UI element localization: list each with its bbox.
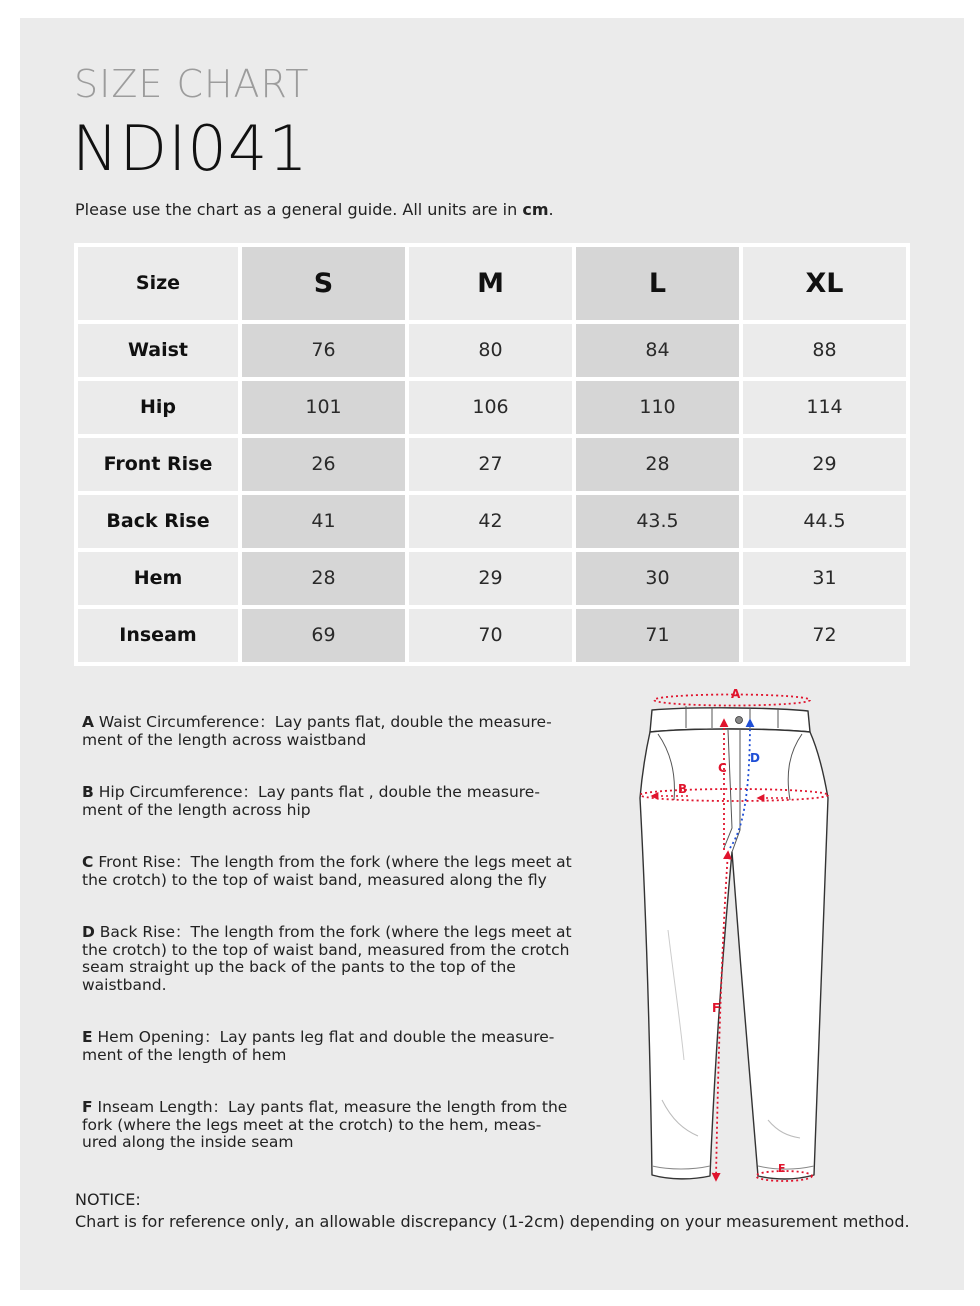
table-cell: 72 (741, 607, 908, 664)
pants-outline (640, 708, 828, 1179)
table-cell: 70 (407, 607, 574, 664)
label-d: D (750, 751, 760, 765)
definition-text: Waist Circumference：Lay pants flat, double the measure-ment of the length across waistband (82, 713, 552, 749)
button (736, 717, 743, 724)
table-cell: 30 (574, 550, 741, 607)
label-b: B (678, 782, 688, 796)
table-cell: 80 (407, 322, 574, 379)
notice-text: Chart is for reference only, an allowable discrepancy (1-2cm) depending on your measurement method. (75, 1212, 910, 1231)
table-cell: 42 (407, 493, 574, 550)
definition-letter: E (82, 1028, 93, 1046)
table-cell: 114 (741, 379, 908, 436)
table-row-inseam (76, 607, 908, 664)
table-cell: 26 (240, 436, 407, 493)
row-label: Hip (76, 379, 240, 436)
row-label: Back Rise (76, 493, 240, 550)
table-cell: 27 (407, 436, 574, 493)
label-f: F (712, 1001, 721, 1015)
table-row-front-rise (76, 436, 908, 493)
table-cell: 28 (574, 436, 741, 493)
table-cell: 110 (574, 379, 741, 436)
table-cell: 76 (240, 322, 407, 379)
table-cell: 29 (741, 436, 908, 493)
guide-prefix: Please use the chart as a general guide. All units are in (75, 200, 523, 219)
table-cell: 28 (240, 550, 407, 607)
table-cell: 44.5 (741, 493, 908, 550)
definition-f (82, 1099, 572, 1152)
table-row-hip (76, 379, 908, 436)
table-cell: 106 (407, 379, 574, 436)
column-header-m: M (407, 245, 574, 322)
definition-b (82, 784, 572, 819)
table-cell: 101 (240, 379, 407, 436)
definition-letter: B (82, 783, 94, 801)
label-a: A (731, 687, 741, 701)
table-cell: 31 (741, 550, 908, 607)
guide-text (75, 200, 554, 219)
definition-letter: A (82, 713, 94, 731)
table-cell: 69 (240, 607, 407, 664)
definition-letter: D (82, 923, 95, 941)
table-row-back-rise (76, 493, 908, 550)
definition-c (82, 854, 572, 889)
model-number: NDI041 (72, 112, 309, 185)
row-label: Hem (76, 550, 240, 607)
table-cell: 29 (407, 550, 574, 607)
label-e: E (778, 1162, 786, 1175)
definition-text: Front Rise：The length from the fork (where the legs meet at the crotch) to the top of waist band, measured along the fly (82, 853, 572, 889)
definition-text: Hem Opening：Lay pants leg flat and double the measure-ment of the length of hem (82, 1028, 555, 1064)
definition-d (82, 924, 572, 994)
definition-text: Inseam Length：Lay pants flat, measure the length from the fork (where the legs meet at the crotch) to the hem, meas-ured along the inside seam (82, 1098, 568, 1151)
row-label: Front Rise (76, 436, 240, 493)
guide-unit: cm (522, 200, 549, 219)
pants-measurement-diagram (628, 680, 844, 1200)
size-table (74, 243, 910, 666)
column-header-xl: XL (741, 245, 908, 322)
definition-letter: C (82, 853, 94, 871)
table-header-row (76, 245, 908, 322)
label-c: C (718, 761, 727, 775)
table-cell: 43.5 (574, 493, 741, 550)
definition-a (82, 714, 572, 749)
row-label: Inseam (76, 607, 240, 664)
table-cell: 84 (574, 322, 741, 379)
table-cell: 41 (240, 493, 407, 550)
definition-text: Back Rise：The length from the fork (where the legs meet at the crotch) to the top of waist band, measured from the crotch seam straight up the back of the pants to the top of the waistband. (82, 923, 572, 994)
notice (75, 1189, 910, 1233)
table-row-hem (76, 550, 908, 607)
definition-e (82, 1029, 572, 1064)
row-label: Waist (76, 322, 240, 379)
table-row-waist (76, 322, 908, 379)
column-header-size: Size (76, 245, 240, 322)
notice-title: NOTICE: (75, 1190, 141, 1209)
table-cell: 88 (741, 322, 908, 379)
definition-text: Hip Circumference：Lay pants flat , double the measure-ment of the length across hip (82, 783, 540, 819)
guide-suffix: . (548, 200, 554, 219)
column-header-s: S (240, 245, 407, 322)
page-kicker: SIZE CHART (74, 62, 310, 106)
definition-letter: F (82, 1098, 93, 1116)
column-header-l: L (574, 245, 741, 322)
table-cell: 71 (574, 607, 741, 664)
